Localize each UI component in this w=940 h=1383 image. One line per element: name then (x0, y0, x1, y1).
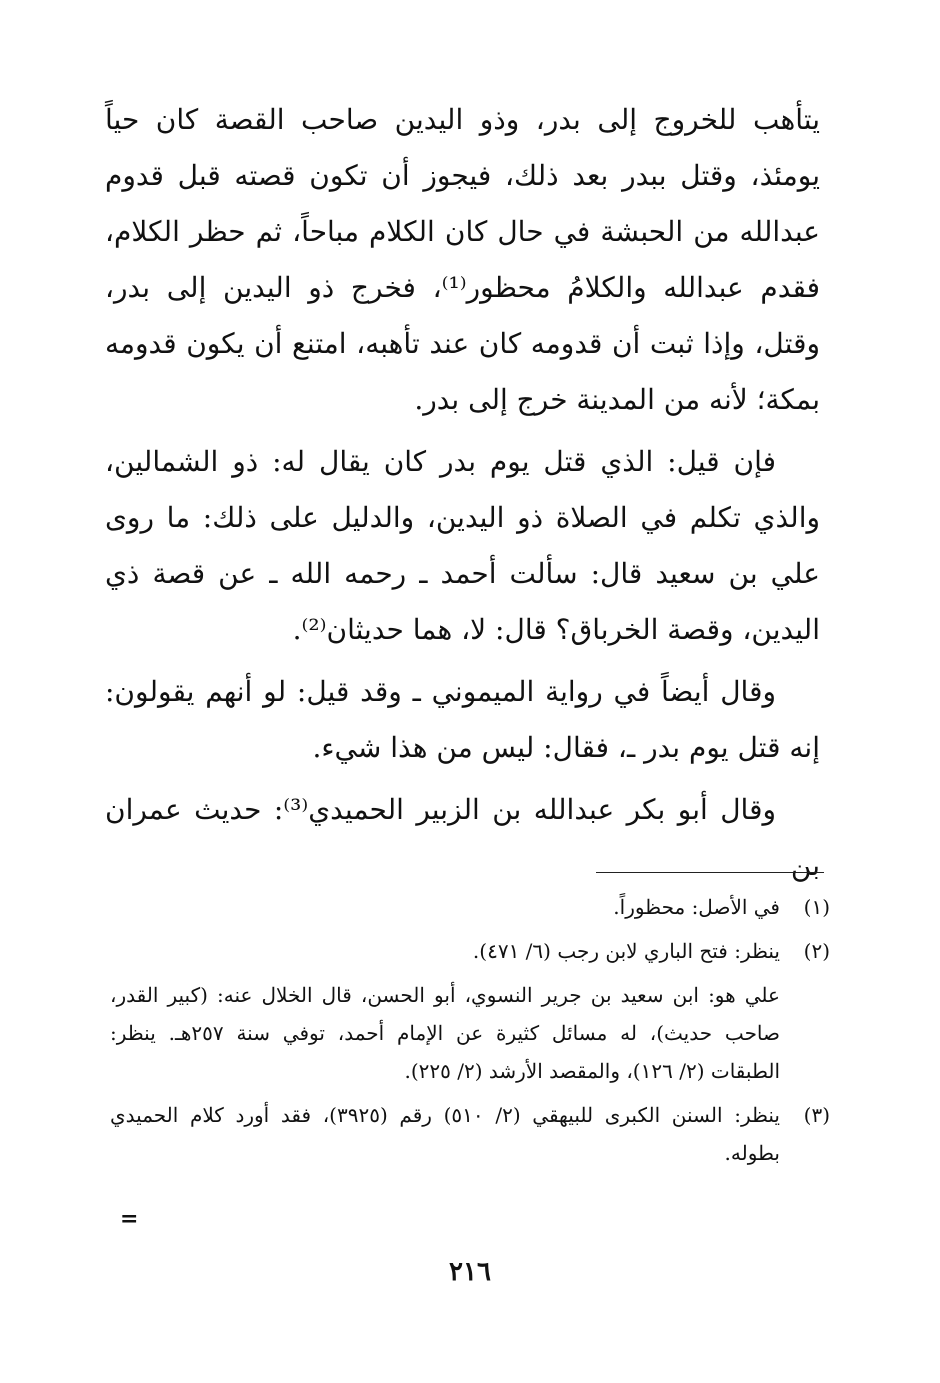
paragraph-1: يتأهب للخروج إلى بدر، وذو اليدين صاحب القصة كان حياً يومئذ، وقتل ببدر بعد ذلك، فيجوز أن تكون قصته قبل قدوم عبدالله من الحبشة في حال كان الكلام مباحاً، ثم حظر الكلام، فقدم عبدالله والكلامُ محظور⁽¹⁾، فخرج ذو اليدين إلى بدر، وقتل، وإذا ثبت أن قدومه كان عند تأهبه، امتنع أن يكون قدومه بمكة؛ لأنه من المدينة خرج إلى بدر. (105, 103, 820, 416)
footnote-text: ينظر: السنن الكبرى للبيهقي (٢/ ٥١٠) رقم (٣٩٢٥)، فقد أورد كلام الحميدي بطوله. (110, 1103, 780, 1165)
footnote-extra: علي هو: ابن سعيد بن جرير النسوي، أبو الحسن، قال الخلال عنه: (كبير القدر، صاحب حديث)، له مسائل كثيرة عن الإمام أحمد، توفي سنة ٢٥٧هـ. ينظر: الطبقات (٢/ ١٢٦)، والمقصد الأرشد (٢/ ٢٢٥). (110, 983, 781, 1083)
footnotes (110, 888, 830, 1178)
footnote-number: (١) (803, 895, 830, 919)
paragraph-3: وقال أيضاً في رواية الميموني ـ وقد قيل: لو أنهم يقولون: إنه قتل يوم بدر ـ، فقال: ليس من هذا شيء. (105, 675, 820, 764)
continuation-mark: = (120, 1206, 139, 1232)
footnote-body (110, 888, 780, 926)
footnote-3 (110, 1096, 830, 1172)
footnote-body (110, 932, 780, 1090)
footnote-number: (٣) (803, 1103, 830, 1127)
footnote-text: في الأصل: محظوراً. (613, 895, 780, 919)
main-text (105, 92, 820, 900)
paragraph-2: فإن قيل: الذي قتل يوم بدر كان يقال له: ذو الشمالين، والذي تكلم في الصلاة ذو اليدين، والدليل على ذلك: ما روى علي بن سعيد قال: سألت أحمد ـ رحمه الله ـ عن قصة ذي اليدين، وقصة الخرباق؟ قال: لا، هما حديثان⁽²⁾. (105, 445, 820, 646)
footnote-separator (596, 872, 824, 873)
footnote-text: ينظر: فتح الباري لابن رجب (٦/ ٤٧١). (472, 939, 780, 963)
paragraph-4: وقال أبو بكر عبدالله بن الزبير الحميدي⁽³⁾: حديث عمران بن (105, 793, 820, 882)
footnote-2 (110, 932, 830, 1090)
footnote-number: (٢) (803, 939, 830, 963)
footnote-1 (110, 888, 830, 926)
footnote-body (110, 1096, 780, 1172)
page-number: ٢١٦ (449, 1257, 491, 1287)
